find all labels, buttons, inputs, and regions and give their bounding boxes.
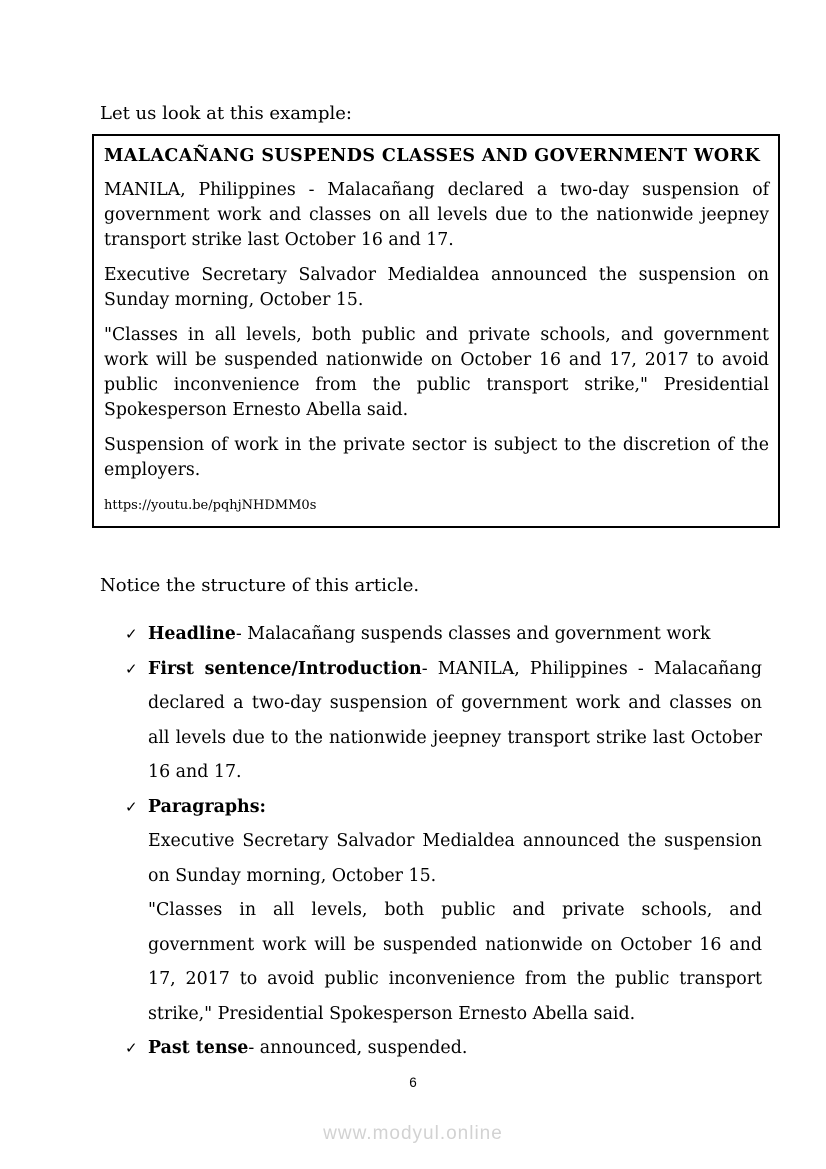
item-value: - MANILA, Philippines - Malacañang declared a two-day suspension of government work and classes on all levels due to the nationwide jeepney transport strike last October 16 and 17. [148,658,762,782]
list-item-first-sentence [125,652,762,790]
item-label: First sentence/Introduction [148,658,422,679]
list-item-text [148,652,762,790]
list-item-text [148,790,762,1032]
item-value: - announced, suspended. [248,1038,468,1058]
item-label: Paragraphs: [148,796,266,817]
list-item-paragraphs [125,790,762,1032]
item-label: Headline [148,624,236,644]
list-item-headline [125,617,762,652]
checkmark-icon: ✓ [125,659,138,678]
checkmark-icon: ✓ [125,797,138,816]
structure-checklist [125,617,762,1066]
item-value: - Malacañang suspends classes and government work [235,624,711,644]
article-headline: MALACAÑANG SUSPENDS CLASSES AND GOVERNMENT WORK [104,146,761,166]
source-url-link[interactable]: https://youtu.be/pqhjNHDMM0s [104,498,317,513]
item-label: Past tense [148,1038,249,1058]
news-article-box [92,134,780,528]
item-sub-paragraph: "Classes in all levels, both public and private schools, and government work will be suspended nationwide on October 16 and 17, 2017 to avoid public inconvenience from the public transport strike," Presidential Spokesperson Ernesto Abella said. [148,900,762,1024]
structure-heading: Notice the structure of this article. [100,575,420,596]
checkmark-icon: ✓ [125,625,138,643]
item-sub-paragraph: Executive Secretary Salvador Medialdea announced the suspension on Sunday morning, October 15. [148,831,762,886]
page-number: 6 [409,1074,417,1090]
watermark: www.modyul.online [323,1122,503,1144]
article-paragraph: Executive Secretary Salvador Medialdea announced the suspension on Sunday morning, October 15. [104,265,769,310]
intro-text: Let us look at this example: [100,103,352,124]
item-label-line [148,790,762,825]
checkmark-icon: ✓ [125,1039,138,1057]
list-item-text [148,1031,762,1066]
article-paragraph: "Classes in all levels, both public and private schools, and government work will be suspended nationwide on October 16 and 17, 2017 to avoid public inconvenience from the public transport strike," Presidential Spokesperson Ernesto Abella said. [104,325,769,420]
article-paragraph: Suspension of work in the private sector is subject to the discretion of the employers. [104,435,769,480]
list-item-text [148,617,762,652]
article-paragraph: MANILA, Philippines - Malacañang declared a two-day suspension of government work and classes on all levels due to the nationwide jeepney transport strike last October 16 and 17. [104,180,769,250]
list-item-past-tense [125,1031,762,1066]
